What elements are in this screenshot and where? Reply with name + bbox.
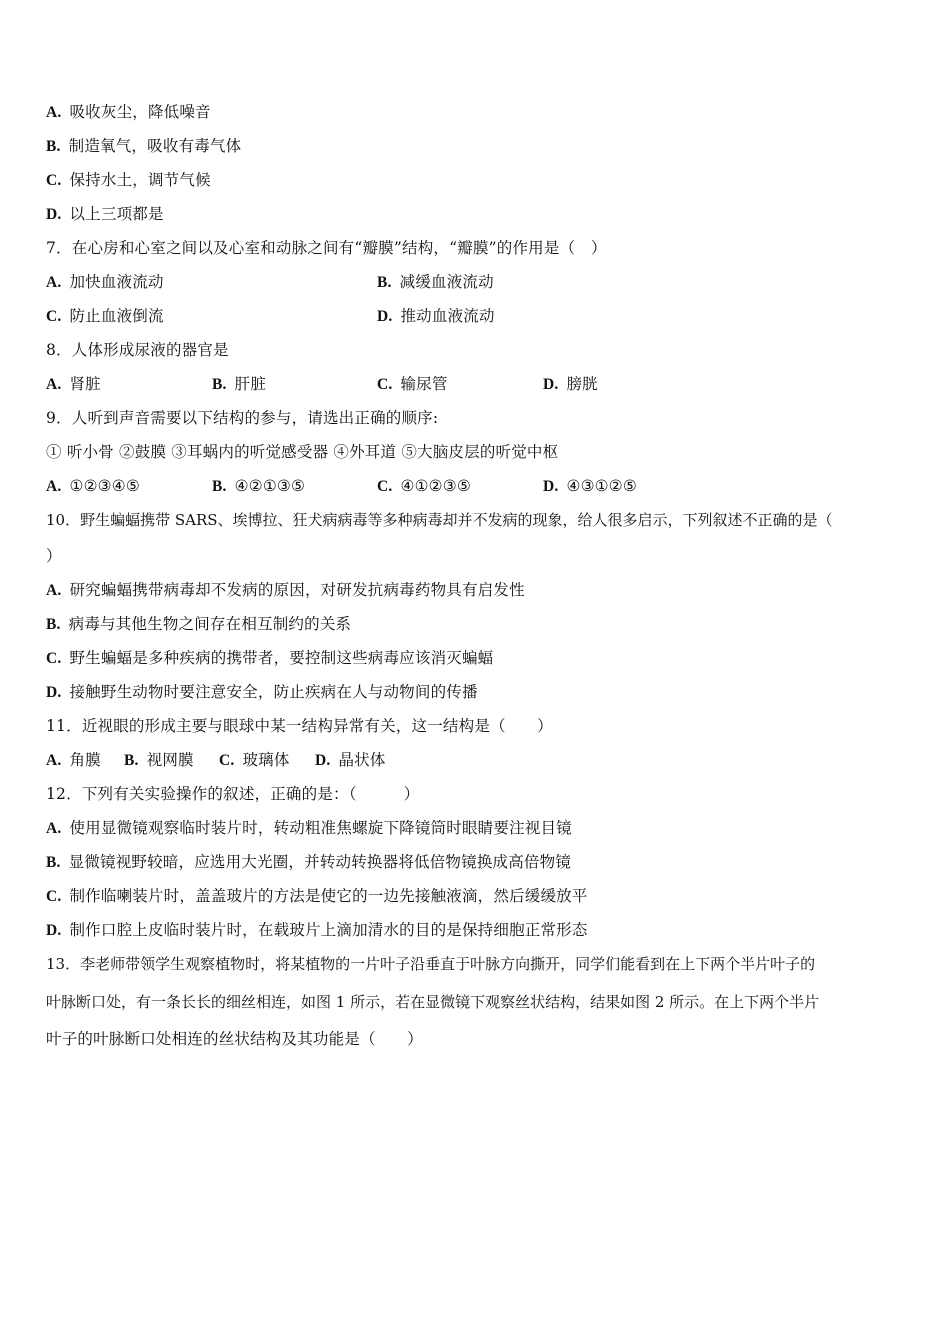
option-label: A. (46, 820, 62, 837)
q6-option-c (46, 170, 211, 191)
option-text: 肾脏 (69, 375, 101, 393)
option-label: B. (124, 752, 139, 769)
q7-option-a (46, 272, 164, 293)
q8-option-c (377, 374, 448, 395)
option-label: D. (315, 752, 331, 769)
q13-stem-line2: 叶脉断口处，有一条长长的细丝相连，如图 1 所示，若在显微镜下观察丝状结构，结果如图 2 所示。在上下两个半片 (46, 993, 820, 1011)
q12-option-d (46, 920, 588, 941)
option-text: 膀胱 (566, 375, 598, 393)
option-text: 病毒与其他生物之间存在相互制约的关系 (68, 615, 352, 633)
q12-stem: 12．下列有关实验操作的叙述，正确的是：（ ） (46, 785, 420, 803)
option-text: 角膜 (69, 751, 101, 769)
option-label: D. (543, 376, 559, 393)
option-text: 视网膜 (146, 751, 194, 769)
option-label: D. (46, 922, 62, 939)
q11-option-d (315, 750, 386, 771)
option-text: 推动血液流动 (400, 307, 495, 325)
option-label: A. (46, 478, 62, 495)
option-text: 肝脏 (234, 375, 267, 393)
q9-option-c (377, 476, 471, 497)
option-label: C. (219, 752, 235, 769)
option-text: 制作临喇装片时，盖盖玻片的方法是使它的一边先接触液滴，然后缓缓放平 (69, 887, 588, 905)
option-text: 接触野生动物时要注意安全，防止疾病在人与动物间的传播 (69, 683, 478, 701)
option-label: B. (46, 616, 61, 633)
option-text: ④①②③⑤ (400, 477, 471, 495)
q10-option-b (46, 614, 351, 635)
option-text: 保持水土，调节气候 (69, 171, 211, 189)
option-label: A. (46, 752, 62, 769)
q11-option-a (46, 750, 101, 771)
q10-stem-line2: ） (46, 547, 62, 565)
option-text: 防止血液倒流 (69, 307, 164, 325)
option-text: ④③①②⑤ (566, 477, 637, 495)
option-text: 制作口腔上皮临时装片时，在载玻片上滴加清水的目的是保持细胞正常形态 (69, 921, 588, 939)
q11-option-b (124, 750, 194, 771)
option-text: 制造氧气，吸收有毒气体 (68, 137, 242, 155)
option-text: 显微镜视野较暗，应选用大光圈，并转动转换器将低倍物镜换成高倍物镜 (68, 853, 572, 871)
option-label: B. (377, 274, 392, 291)
option-label: A. (46, 104, 62, 121)
option-label: B. (46, 138, 61, 155)
q13-stem-line3: 叶子的叶脉断口处相连的丝状结构及其功能是（ ） (46, 1030, 423, 1048)
option-text: ④②①③⑤ (234, 477, 306, 495)
option-label: B. (212, 478, 227, 495)
option-text: 研究蝙蝠携带病毒却不发病的原因，对研发抗病毒药物具有启发性 (69, 581, 525, 599)
q10-option-c (46, 648, 493, 669)
q13-stem-line1: 13．李老师带领学生观察植物时，将某植物的一片叶子沿垂直于叶脉方向撕开，同学们能看到在上下两个半片叶子的 (46, 955, 816, 973)
option-label: A. (46, 274, 62, 291)
option-label: C. (377, 376, 393, 393)
q7-option-d (377, 306, 495, 327)
q12-option-b (46, 852, 571, 873)
q11-stem: 11．近视眼的形成主要与眼球中某一结构异常有关，这一结构是（ ） (46, 717, 553, 735)
option-label: C. (46, 888, 62, 905)
option-text: ①②③④⑤ (69, 477, 140, 495)
option-text: 吸收灰尘，降低噪音 (69, 103, 211, 121)
q12-option-a (46, 818, 572, 839)
q9-items: ① 听小骨 ②鼓膜 ③耳蜗内的听觉感受器 ④外耳道 ⑤大脑皮层的听觉中枢 (46, 443, 559, 461)
option-label: C. (46, 172, 62, 189)
q9-option-a (46, 476, 140, 497)
q10-option-d (46, 682, 478, 703)
q9-option-d (543, 476, 637, 497)
q7-option-b (377, 272, 494, 293)
q8-option-a (46, 374, 101, 395)
q8-option-b (212, 374, 266, 395)
q9-stem: 9．人听到声音需要以下结构的参与，请选出正确的顺序: (46, 409, 439, 427)
q6-option-a (46, 102, 211, 123)
q8-stem: 8．人体形成尿液的器官是 (46, 341, 229, 359)
q7-stem: 7．在心房和心室之间以及心室和动脉之间有“瓣膜”结构，“瓣膜”的作用是（ ） (46, 239, 607, 257)
option-text: 玻璃体 (242, 751, 290, 769)
option-text: 加快血液流动 (69, 273, 164, 291)
q6-option-b (46, 136, 241, 157)
option-label: D. (46, 684, 62, 701)
q10-option-a (46, 580, 525, 601)
option-text: 输尿管 (400, 375, 448, 393)
option-label: C. (377, 478, 393, 495)
option-label: A. (46, 582, 62, 599)
option-label: B. (212, 376, 227, 393)
option-label: C. (46, 650, 62, 667)
q8-option-d (543, 374, 598, 395)
option-text: 使用显微镜观察临时装片时，转动粗准焦螺旋下降镜筒时眼睛要注视目镜 (69, 819, 572, 837)
option-label: D. (46, 206, 62, 223)
q10-stem-line1: 10．野生蝙蝠携带 SARS、埃博拉、狂犬病病毒等多种病毒却并不发病的现象，给人很多启示，下列叙述不正确的是（ (46, 511, 833, 529)
option-label: D. (543, 478, 559, 495)
option-text: 减缓血液流动 (399, 273, 494, 291)
q11-option-c (219, 750, 290, 771)
option-label: C. (46, 308, 62, 325)
option-label: D. (377, 308, 393, 325)
q9-option-b (212, 476, 305, 497)
option-label: B. (46, 854, 61, 871)
q12-option-c (46, 886, 588, 907)
option-text: 晶状体 (338, 751, 386, 769)
option-label: A. (46, 376, 62, 393)
q7-option-c (46, 306, 164, 327)
option-text: 以上三项都是 (69, 205, 164, 223)
option-text: 野生蝙蝠是多种疾病的携带者，要控制这些病毒应该消灭蝙蝠 (69, 649, 494, 667)
q6-option-d (46, 204, 164, 225)
